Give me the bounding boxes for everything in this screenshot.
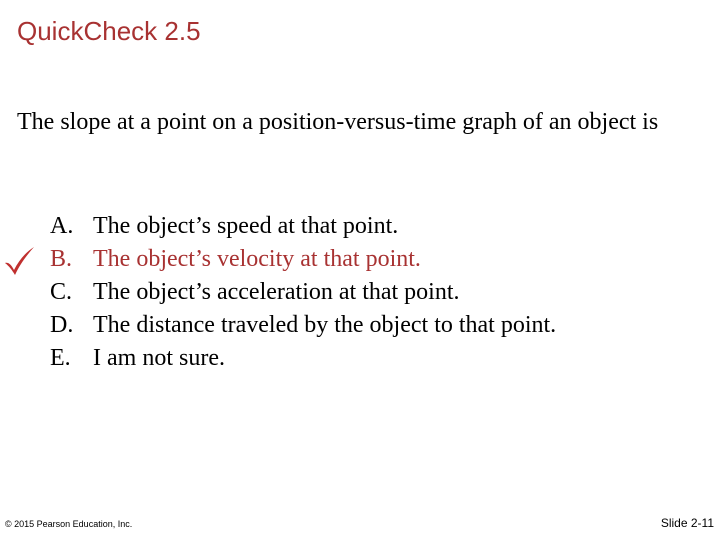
slide-title: QuickCheck 2.5 (17, 16, 201, 46)
option-letter: C. (50, 279, 73, 305)
option-letter: E. (50, 345, 71, 371)
option-a (50, 210, 556, 243)
answer-options (50, 210, 556, 375)
option-d (50, 309, 556, 342)
option-letter: D. (50, 312, 74, 338)
slide-number: Slide 2-11 (660, 516, 714, 530)
option-letter: B. (50, 246, 73, 272)
question-text: The slope at a point on a position-versus-time graph of an object is (17, 109, 659, 135)
copyright-notice: © 2015 Pearson Education, Inc. (5, 519, 133, 529)
option-b-correct (50, 243, 556, 276)
option-text: The object’s acceleration at that point. (93, 279, 460, 305)
option-text: The object’s speed at that point. (93, 213, 399, 239)
option-e (50, 342, 556, 375)
option-text: I am not sure. (93, 345, 225, 371)
option-c (50, 276, 556, 309)
option-text: The object’s velocity at that point. (93, 246, 421, 272)
option-text: The distance traveled by the object to that point. (93, 312, 557, 338)
option-letter: A. (50, 213, 74, 239)
checkmark-icon (2, 246, 36, 276)
